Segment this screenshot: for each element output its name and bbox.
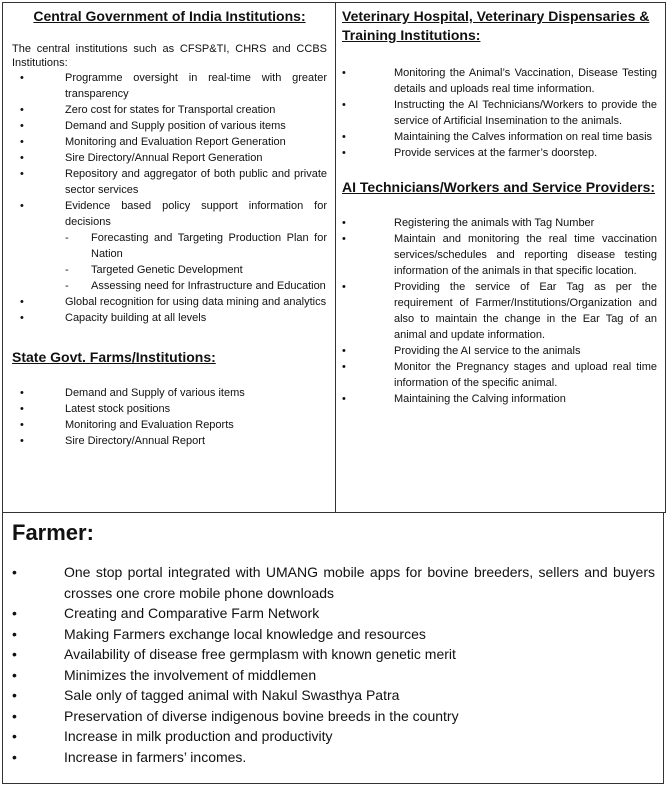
list-item: • Evidence based policy support information for decisions - Forecasting and Targeting Production Plan for Nation - Targeted Genetic Development - Assessing need for Infrastructure and Education — [20, 200, 327, 292]
list-item: • Sire Directory/Annual Report — [20, 435, 206, 447]
bullet-icon: • — [342, 281, 346, 293]
list-item: • Preservation of diverse indigenous bovine breeds in the country — [12, 706, 655, 727]
list-item: • Making Farmers exchange local knowledge and resources — [12, 624, 655, 645]
farmer-list — [12, 562, 655, 767]
list-item: • Availability of disease free germplasm with known genetic merit — [12, 644, 655, 665]
bullet-icon: • — [12, 564, 17, 580]
bullet-icon: • — [20, 152, 24, 164]
document-page — [2, 2, 666, 784]
central-intro: The central institutions such as CFSP&TI, CHRS and CCBS Institutions: — [12, 43, 327, 69]
bullet-icon: • — [342, 361, 346, 373]
bullet-icon: • — [12, 605, 17, 621]
bullet-icon: • — [342, 131, 346, 143]
list-item: • Sale only of tagged animal with Nakul Swasthya Patra — [12, 685, 655, 706]
list-item: • Sire Directory/Annual Report Generation — [20, 152, 263, 164]
list-item: • Zero cost for states for Transportal creation — [20, 104, 276, 116]
farmer-title: Farmer: — [12, 520, 94, 545]
list-item: • One stop portal integrated with UMANG mobile apps for bovine breeders, sellers and buyers crosses one crore mobile phone downloads — [12, 564, 655, 601]
ai-list — [342, 215, 657, 407]
bullet-icon: • — [20, 104, 24, 116]
list-item: • Maintaining the Calves information on real time basis — [342, 131, 653, 143]
dash-icon: - — [65, 280, 69, 292]
dash-icon: - — [65, 264, 69, 276]
bullet-icon: • — [12, 707, 17, 724]
bullet-icon: • — [12, 646, 17, 662]
state-list — [12, 385, 327, 449]
sub-list — [65, 230, 327, 294]
bullet-icon: • — [12, 748, 17, 765]
bullet-icon: • — [20, 168, 24, 180]
bullet-icon: • — [342, 233, 346, 245]
list-item: • Maintaining the Calving information — [342, 393, 566, 405]
bullet-icon: • — [342, 217, 346, 229]
vet-title: Veterinary Hospital, Veterinary Dispensaries & Training Institutions: — [342, 8, 650, 43]
right-column — [336, 3, 665, 512]
bullet-icon: • — [342, 345, 346, 357]
bullet-icon: • — [12, 687, 17, 703]
list-item: • Repository and aggregator of both public and private sector services — [20, 168, 327, 196]
list-item: • Monitoring and Evaluation Report Generation — [20, 136, 286, 148]
left-column — [3, 3, 336, 512]
list-item: • Providing the service of Ear Tag as per the requirement of Farmer/Institutions/Organization and also to maintain the change in the Ear Tag of an animal and update information. — [342, 281, 657, 341]
list-item: • Creating and Comparative Farm Network — [12, 603, 655, 624]
bullet-icon: • — [20, 72, 24, 84]
list-item: • Maintain and monitoring the real time vaccination services/schedules and reporting disease testing information of the animals in that specific location. — [342, 233, 657, 277]
bullet-icon: • — [20, 200, 24, 212]
bullet-icon: • — [20, 296, 24, 308]
list-item: • Demand and Supply of various items — [20, 387, 245, 399]
central-title: Central Government of India Institutions: — [33, 8, 306, 24]
list-item: • Demand and Supply position of various items — [20, 120, 286, 132]
bullet-icon: • — [20, 403, 24, 415]
bullet-icon: • — [20, 120, 24, 132]
list-item: • Provide services at the farmer’s doorstep. — [342, 147, 598, 159]
bullet-icon: • — [20, 387, 24, 399]
bullet-icon: • — [342, 67, 346, 79]
ai-title: AI Technicians/Workers and Service Providers: — [342, 179, 656, 195]
farmer-section — [2, 512, 664, 784]
bullet-icon: • — [12, 728, 17, 744]
list-item: • Monitor the Pregnancy stages and upload real time information of the specific animal. — [342, 361, 657, 389]
sub-list-item: - Forecasting and Targeting Production Plan for Nation — [65, 232, 327, 260]
bullet-icon: • — [20, 136, 24, 148]
bullet-icon: • — [20, 435, 24, 447]
list-item: • Capacity building at all levels — [20, 312, 207, 324]
list-item: • Increase in farmers’ incomes. — [12, 747, 655, 768]
list-item: • Global recognition for using data mining and analytics — [20, 296, 327, 308]
bullet-icon: • — [12, 625, 17, 642]
central-list — [12, 70, 327, 326]
two-column-table — [2, 2, 666, 513]
bullet-icon: • — [20, 419, 24, 431]
list-item: • Monitoring and Evaluation Reports — [20, 419, 234, 431]
sub-list-item: - Assessing need for Infrastructure and Education — [65, 280, 326, 292]
list-item: • Programme oversight in real-time with greater transparency — [20, 72, 327, 100]
sub-list-item: - Targeted Genetic Development — [65, 264, 243, 276]
list-item: • Increase in milk production and productivity — [12, 726, 655, 747]
bullet-icon: • — [342, 99, 346, 111]
list-item: • Minimizes the involvement of middlemen — [12, 665, 655, 686]
list-item: • Instructing the AI Technicians/Workers to provide the service of Artificial Insemination to the animals. — [342, 99, 657, 127]
bullet-icon: • — [12, 666, 17, 683]
list-item: • Registering the animals with Tag Number — [342, 217, 595, 229]
bullet-icon: • — [342, 393, 346, 405]
dash-icon: - — [65, 232, 69, 244]
vet-list — [342, 65, 657, 161]
list-item: • Latest stock positions — [20, 403, 171, 415]
state-title: State Govt. Farms/Institutions: — [12, 349, 216, 365]
bullet-icon: • — [342, 147, 346, 159]
list-item: • Providing the AI service to the animals — [342, 345, 581, 357]
list-item: • Monitoring the Animal’s Vaccination, Disease Testing details and uploads real time information. — [342, 67, 657, 95]
bullet-icon: • — [20, 312, 24, 324]
